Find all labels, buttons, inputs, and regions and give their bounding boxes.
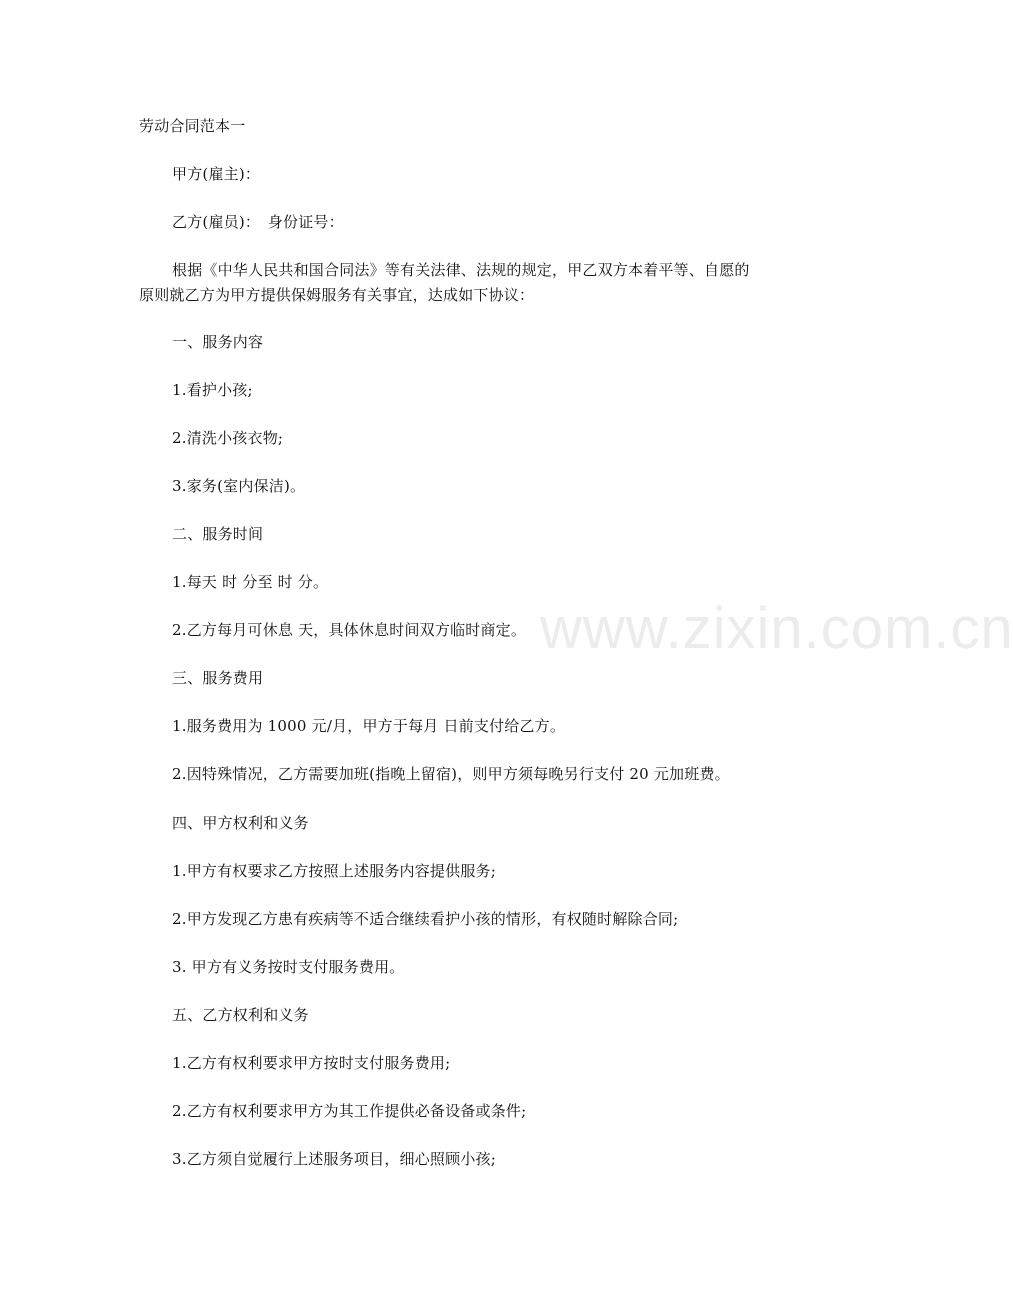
intro-paragraph-line-1: 根据《中华人民共和国合同法》等有关法律、法规的规定，甲乙双方本着平等、自愿的 <box>172 261 750 279</box>
list-item: 2.甲方发现乙方患有疾病等不适合继续看护小孩的情形，有权随时解除合同; <box>172 910 679 928</box>
section-heading-service-content: 一、服务内容 <box>172 333 264 351</box>
list-item: 2.因特殊情况，乙方需要加班(指晚上留宿)，则甲方须每晚另行支付 20 元加班费。 <box>172 765 730 783</box>
section-heading-party-b-rights: 五、乙方权利和义务 <box>172 1006 309 1024</box>
section-heading-party-a-rights: 四、甲方权利和义务 <box>172 814 309 832</box>
list-item: 1.看护小孩; <box>172 381 253 399</box>
watermark-text: www.zixin.com.cn <box>540 596 1014 661</box>
list-item: 2.乙方有权利要求甲方为其工作提供必备设备或条件; <box>172 1102 527 1120</box>
list-item: 2.乙方每月可休息 天，具体休息时间双方临时商定。 <box>172 621 527 639</box>
list-item: 3.家务(室内保洁)。 <box>172 477 306 495</box>
list-item: 3. 甲方有义务按时支付服务费用。 <box>172 958 405 976</box>
list-item: 1.服务费用为 1000 元/月，甲方于每月 日前支付给乙方。 <box>172 717 566 735</box>
section-heading-service-time: 二、服务时间 <box>172 525 264 543</box>
list-item: 3.乙方须自觉履行上述服务项目，细心照顾小孩; <box>172 1150 496 1168</box>
party-b-line: 乙方(雇员)： 身份证号： <box>172 213 344 231</box>
list-item: 1.乙方有权利要求甲方按时支付服务费用; <box>172 1054 451 1072</box>
list-item: 2.清洗小孩衣物; <box>172 429 284 447</box>
section-heading-service-fee: 三、服务费用 <box>172 669 264 687</box>
list-item: 1.每天 时 分至 时 分。 <box>172 573 329 591</box>
document-title: 劳动合同范本一 <box>139 117 246 135</box>
party-a-line: 甲方(雇主)： <box>172 165 261 183</box>
intro-paragraph-line-2: 原则就乙方为甲方提供保姆服务有关事宜，达成如下协议： <box>139 286 535 304</box>
list-item: 1.甲方有权要求乙方按照上述服务内容提供服务; <box>172 862 496 880</box>
